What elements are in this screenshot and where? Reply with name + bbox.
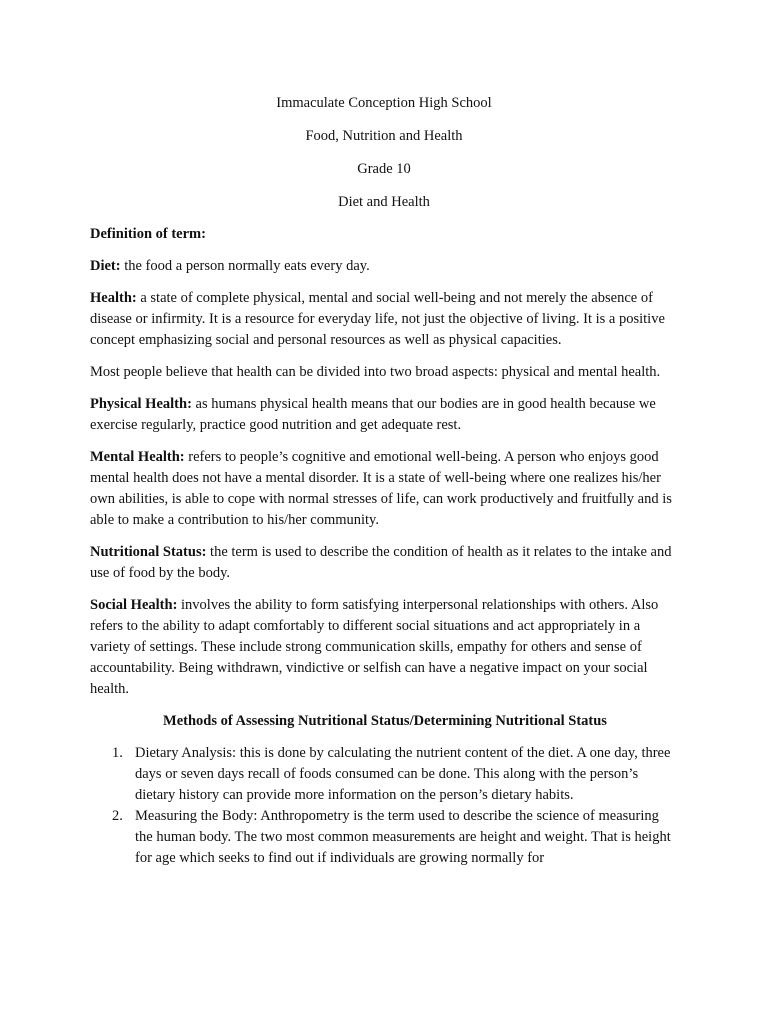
list-item-number: 1. xyxy=(112,745,123,761)
methods-list xyxy=(90,743,680,869)
health-aspects-paragraph: Most people believe that health can be divided into two broad aspects: physical and mental health. xyxy=(90,364,661,380)
definition-physical-health-text: as humans physical health means that our bodies are in good health because we exercise regularly, practice good nutrition and get adequate rest. xyxy=(90,396,656,433)
term-health: Health: xyxy=(90,290,137,306)
school-name: Immaculate Conception High School xyxy=(276,95,492,111)
grade-level: Grade 10 xyxy=(357,161,411,177)
list-item xyxy=(90,743,680,806)
definition-nutritional-status-text: the term is used to describe the condition of health as it relates to the intake and use of food by the body. xyxy=(90,544,672,581)
definition-health xyxy=(90,288,680,351)
list-item-number: 2. xyxy=(112,808,123,824)
definition-mental-health xyxy=(90,447,680,531)
definition-diet-text: the food a person normally eats every day. xyxy=(120,258,370,274)
topic-title: Diet and Health xyxy=(338,194,430,210)
term-diet: Diet: xyxy=(90,258,121,274)
definition-nutritional-status xyxy=(90,542,680,584)
definition-social-health xyxy=(90,595,680,700)
term-social-health: Social Health: xyxy=(90,597,178,613)
list-item xyxy=(90,806,680,869)
term-mental-health: Mental Health: xyxy=(90,449,185,465)
list-item-text: Measuring the Body: Anthropometry is the term used to describe the science of measuring the human body. The two most common measurements are height and weight. That is height for age which seeks to find out if individuals are growing normally for xyxy=(135,808,671,866)
document-body xyxy=(90,224,680,869)
definition-physical-health xyxy=(90,394,680,436)
term-nutritional-status: Nutritional Status: xyxy=(90,544,207,560)
methods-heading: Methods of Assessing Nutritional Status/Determining Nutritional Status xyxy=(163,713,607,729)
definition-mental-health-text: refers to people’s cognitive and emotional well-being. A person who enjoys good mental health does not have a mental disorder. It is a state of well-being where one realizes his/her own abilities, is able to cope with normal stresses of life, can work productively and fruitfully and is able to make a contribution to his/her community. xyxy=(90,449,672,528)
subject-title: Food, Nutrition and Health xyxy=(305,128,463,144)
term-physical-health: Physical Health: xyxy=(90,396,192,412)
definition-health-text: a state of complete physical, mental and social well-being and not merely the absence of disease or infirmity. It is a resource for everyday life, not just the objective of living. It is a positive concept emphasizing social and personal resources as well as physical capacities. xyxy=(90,290,665,348)
definition-social-health-text: involves the ability to form satisfying interpersonal relationships with others. Also refers to the ability to adapt comfortably to different social situations and act appropriately in a variety of settings. These include strong communication skills, empathy for others and sense of accountability. Being withdrawn, vindictive or selfish can have a negative impact on your social health. xyxy=(90,597,659,697)
definition-diet xyxy=(90,256,680,277)
list-item-text: Dietary Analysis: this is done by calculating the nutrient content of the diet. A one day, three days or seven days recall of foods consumed can be done. This along with the person’s dietary history can provide more information on the person’s dietary habits. xyxy=(135,745,671,803)
definitions-heading: Definition of term: xyxy=(90,226,206,242)
